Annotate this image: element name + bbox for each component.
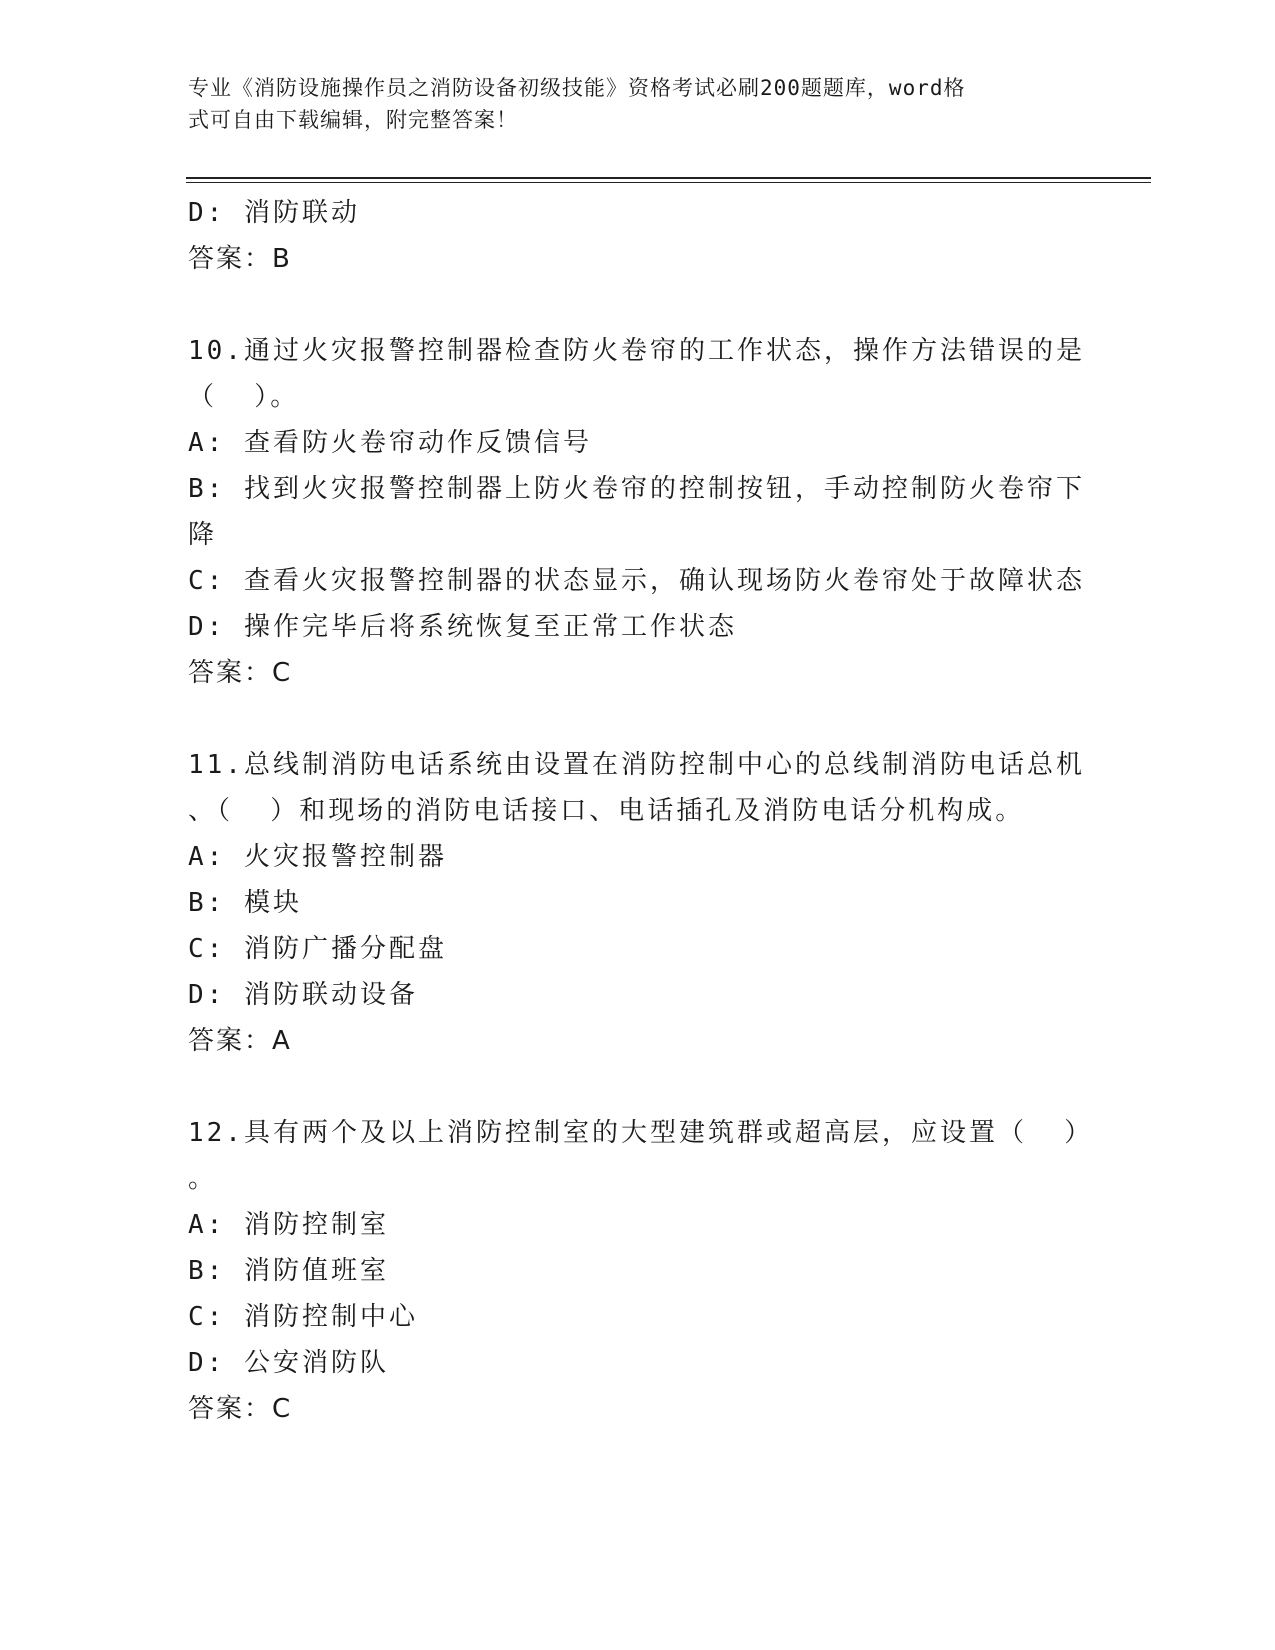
option-d: D: 消防联动设备	[188, 980, 418, 1010]
option-a: A: 火灾报警控制器	[188, 842, 447, 872]
option-d: D: 操作完毕后将系统恢复至正常工作状态	[188, 612, 737, 642]
question-stem-continued: 。	[188, 1164, 218, 1194]
answer-line: 答案：C	[188, 1394, 293, 1424]
header-title-line-1: 专业《消防设施操作员之消防设备初级技能》资格考试必刷200题题库，word格	[188, 76, 966, 100]
option-c: C: 消防控制中心	[188, 1302, 418, 1332]
answer-line: 答案：B	[188, 244, 292, 274]
carryover-block	[188, 190, 1088, 282]
question-10	[188, 328, 1088, 696]
question-12	[188, 1110, 1094, 1432]
answer-line: 答案：C	[188, 658, 293, 688]
question-11	[188, 742, 1088, 1064]
answer-line: 答案：A	[188, 1026, 292, 1056]
question-stem: 12.具有两个及以上消防控制室的大型建筑群或超高层，应设置（ ）	[188, 1118, 1094, 1148]
option-d: D: 消防联动	[188, 198, 360, 228]
option-b: B: 找到火灾报警控制器上防火卷帘的控制按钮，手动控制防火卷帘下	[188, 474, 1085, 504]
option-c: C: 查看火灾报警控制器的状态显示，确认现场防火卷帘处于故障状态	[188, 566, 1085, 596]
option-b: B: 消防值班室	[188, 1256, 389, 1286]
option-a: A: 查看防火卷帘动作反馈信号	[188, 428, 592, 458]
question-stem: 10.通过火灾报警控制器检查防火卷帘的工作状态，操作方法错误的是	[188, 336, 1085, 366]
option-b: B: 模块	[188, 888, 302, 918]
question-stem: 11.总线制消防电话系统由设置在消防控制中心的总线制消防电话总机	[188, 750, 1085, 780]
document-header	[188, 72, 1068, 136]
option-c: C: 消防广播分配盘	[188, 934, 447, 964]
option-d: D: 公安消防队	[188, 1348, 389, 1378]
option-b-continued: 降	[188, 520, 218, 550]
header-divider-thick	[186, 177, 1151, 179]
question-stem-continued: （ ）。	[188, 382, 300, 412]
option-a: A: 消防控制室	[188, 1210, 389, 1240]
question-list	[188, 190, 1094, 1432]
header-divider-thin	[186, 182, 1151, 183]
header-title-line-2: 式可自由下载编辑，附完整答案！	[188, 108, 518, 132]
question-stem-continued: 、（ ）和现场的消防电话接口、电话插孔及消防电话分机构成。	[188, 796, 1025, 826]
